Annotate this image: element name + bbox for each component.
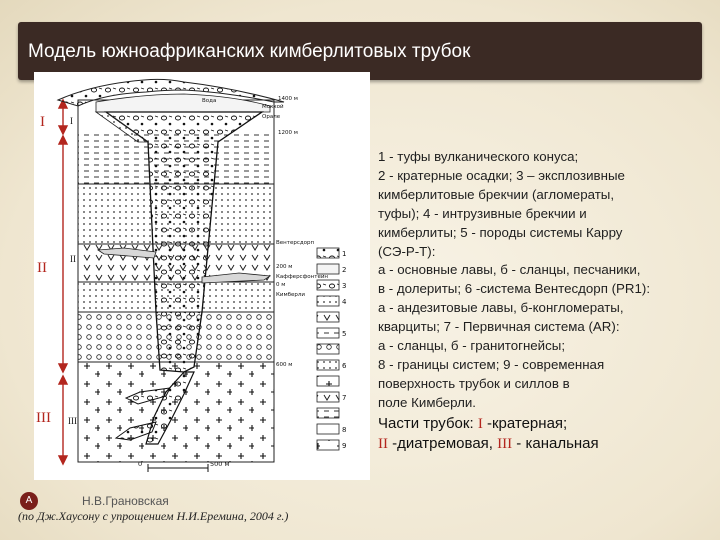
author-name: Н.В.Грановская (82, 494, 169, 508)
legend-line: 2 - кратерные осадки; 3 – эксплозивные (378, 167, 625, 183)
label-ventersdorp: Вентерсдорп (276, 240, 315, 246)
legend-num-9: 9 (342, 442, 347, 450)
legend-line: кимберлитовые брекчии (агломераты, (378, 186, 615, 202)
geologic-figure (34, 72, 370, 480)
kimberlite-pipe-diagram (34, 72, 370, 480)
legend-line: кварциты; 7 - Первичная система (AR): (378, 319, 620, 335)
label-orale: Орале (262, 114, 281, 120)
label-voda: Вода (202, 98, 217, 104)
part-numeral-I: I (40, 114, 45, 130)
source-credit: (по Дж.Хаусону с упрощением Н.И.Еремина, 2004 г.) (18, 509, 289, 523)
legend-line: поверхность трубок и силлов в (378, 375, 570, 391)
legend-num-4: 4 (342, 298, 347, 306)
scale-zero: 0 (138, 460, 143, 468)
legend-line: 1 - туфы вулканического конуса; (378, 149, 579, 164)
legend-num-2: 2 (342, 266, 347, 274)
parts-i-text: -кратерная; (482, 415, 568, 432)
legend-line: кимберлиты; 5 - породы системы Карру (378, 224, 623, 240)
pipe-parts-summary (378, 414, 708, 454)
parts-lead: Части трубок: (378, 415, 478, 432)
legend-line: а - сланцы, б - гранитогнейсы; (378, 338, 566, 354)
legend-num-5: 5 (342, 330, 347, 338)
legend-line: туфы); 4 - интрузивные брекчии и (378, 205, 587, 221)
depth-1200: 1200 м (278, 130, 298, 136)
legend-num-3: 3 (342, 282, 347, 290)
parts-iii-text: - канальная (512, 435, 599, 452)
legend-line: (СЭ-Р-Т): (378, 243, 436, 259)
legend-text (378, 148, 708, 413)
parts-numeral-II: II (378, 436, 388, 452)
label-kaffersfontein: Кафферсфонтейн (276, 274, 329, 280)
depth-600: 600 м (276, 362, 293, 368)
part-numeral-II: II (37, 260, 47, 276)
legend-num-8: 8 (342, 426, 347, 434)
inner-numeral-1: I (70, 116, 73, 126)
depth-0: 0 м (276, 282, 286, 288)
label-kimberli: Кимберли (276, 292, 305, 298)
depth-1400: 1400 м (278, 96, 298, 102)
legend-line: 8 - границы систем; 9 - современная (378, 356, 605, 372)
scale-end: 500 м (210, 460, 230, 468)
slide-title: Модель южноафриканских кимберлитовых трубок (28, 41, 471, 62)
inner-numeral-3: III (68, 416, 77, 426)
depth-200: 200 м (276, 264, 293, 270)
parts-numeral-III: III (497, 436, 513, 452)
legend-line: поле Кимберли. (378, 394, 476, 410)
legend-line: а - основные лавы, б - сланцы, песчаники, (378, 262, 641, 278)
parts-numeral-I: I (477, 416, 483, 432)
inner-numeral-2: II (70, 254, 76, 264)
legend-num-6: 6 (342, 362, 347, 370)
legend-line: а - андезитовые лавы, б-конгломераты, (378, 300, 624, 316)
parts-ii-text: -диатремовая, (388, 435, 498, 452)
label-mokhoy: Мокхой (262, 104, 284, 110)
legend-num-1: 1 (342, 250, 347, 258)
badge: А (20, 492, 38, 510)
part-numeral-III: III (36, 410, 51, 426)
legend-num-7: 7 (342, 394, 347, 402)
legend-line: в - долериты; 6 -система Вентесдорп (PR1): (378, 281, 651, 297)
